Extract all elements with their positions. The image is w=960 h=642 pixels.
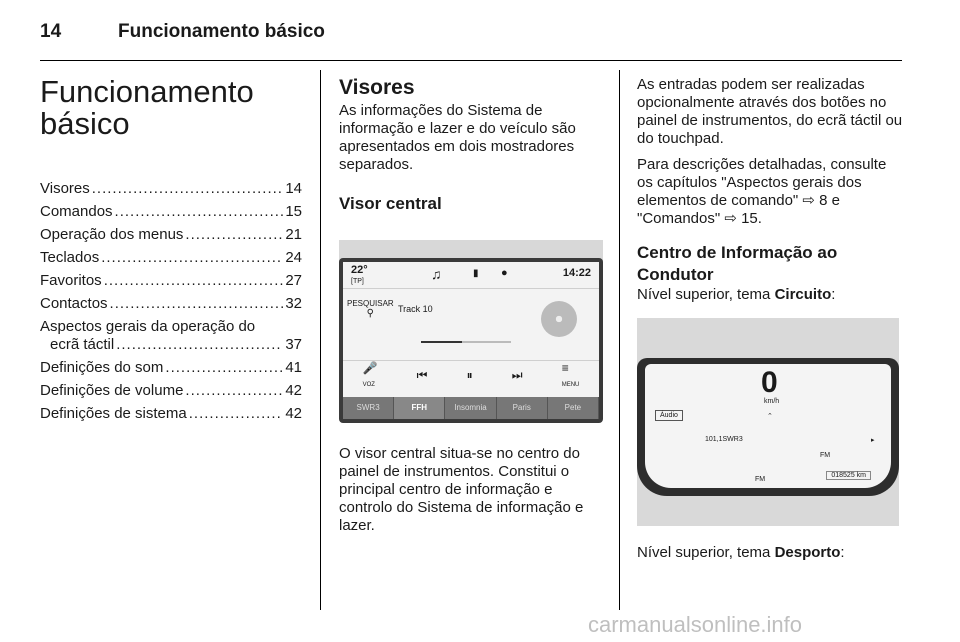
central-display-figure [339, 240, 603, 415]
track-title: Track 10 [398, 304, 433, 314]
search-button: PESQUISAR ⚲ [347, 299, 394, 319]
audio-tab: Áudio [655, 410, 683, 421]
watermark: carmanualsonline.info [588, 612, 803, 637]
preset-item: SWR3 [343, 397, 394, 419]
menu-button: ≡ MENU [561, 361, 580, 388]
intro-paragraph: As informações do Sistema de informação e lazer e do veículo são apresentados em dois mostradores separados. [339, 102, 576, 173]
temperature-readout: 22° [351, 264, 368, 276]
music-note-icon: ♫ [431, 266, 442, 282]
toc-item-som[interactable]: Definições do som ..... 41 [40, 359, 302, 377]
toc-item-ecra-tactil[interactable]: Aspectos gerais da operação do ecrã táctil ..... 37 [40, 318, 302, 354]
tp-indicator: [TP] [351, 278, 364, 285]
page-number: 14 [40, 21, 62, 42]
preset-item: FFH [394, 397, 445, 419]
preset-bar [343, 397, 599, 419]
body-paragraph: O visor central situa-se no centro do painel de instrumentos. Constitui o principal centro de informação e controlo do Sistema de informação e lazer. [339, 445, 584, 534]
preset-item: Pete [548, 397, 599, 419]
toc-item-contactos[interactable]: Contactos ..... 32 [40, 295, 302, 313]
running-title: Funcionamento básico [118, 21, 325, 42]
pause-icon: ⏸ [466, 367, 473, 382]
reference-paragraph: Para descrições detalhadas, consulte os capítulos "Aspectos gerais dos elementos de comando" ⇨ 8 e "Comandos" ⇨ 15. [637, 156, 887, 227]
instrument-cluster [637, 358, 899, 496]
next-track-icon: ⏭ [511, 367, 523, 382]
sport-caption: Nível superior, tema Desporto: [637, 544, 845, 561]
toc-item-menus[interactable]: Operação dos menus ..... 21 [40, 226, 302, 244]
toc-item-visores[interactable]: Visores ..... 14 [40, 180, 302, 198]
frequency-readout: 101,1SWR3 [705, 436, 743, 443]
toc-item-sistema[interactable]: Definições de sistema ..... 42 [40, 405, 302, 423]
speed-unit: km/h [764, 398, 780, 405]
phone-icon: ▮ [473, 268, 479, 279]
previous-track-icon: ⏮ [416, 367, 428, 382]
section-title-visores: Visores [339, 76, 415, 99]
band-label: FM [820, 452, 831, 459]
search-icon: ⚲ [366, 308, 374, 319]
toc-item-volume[interactable]: Definições de volume ..... 42 [40, 382, 302, 400]
column-rule-1 [320, 70, 321, 610]
speed-readout: 0 [761, 366, 778, 399]
toc-item-comandos[interactable]: Comandos ..... 15 [40, 203, 302, 221]
settings-icon: ● [501, 267, 508, 279]
driver-info-figure [637, 318, 899, 526]
input-paragraph: As entradas podem ser realizadas opcionalmente através dos botões no painel de instrumentos, do ecrã táctil ou do touchpad. [637, 76, 903, 147]
chevron-up-icon: ⌃ [767, 413, 773, 420]
column-3 [637, 76, 903, 570]
section-title-dic: Centro de Informação ao Condutor [637, 243, 838, 284]
voice-button: 🎤 VOZ [362, 361, 378, 388]
central-display-screen [339, 258, 603, 423]
column-2 [339, 76, 603, 543]
next-icon: ▸ [871, 437, 875, 444]
table-of-contents [40, 180, 302, 423]
preset-item: Paris [497, 397, 548, 419]
subsection-title-visor-central: Visor central [339, 194, 442, 213]
progress-bar [421, 341, 511, 343]
odometer-readout: 018525 km [826, 471, 871, 480]
cd-disc-icon [541, 301, 577, 337]
column-1 [40, 76, 302, 428]
column-rule-2 [619, 70, 620, 610]
toc-item-favoritos[interactable]: Favoritos ..... 27 [40, 272, 302, 290]
clock-readout: 14:22 [562, 267, 591, 279]
circuit-caption: Nível superior, tema Circuito: [637, 286, 836, 303]
band-label: FM [755, 476, 766, 483]
preset-item: Insomnia [445, 397, 496, 419]
header-rule [40, 60, 902, 61]
toc-item-teclados[interactable]: Teclados ..... 24 [40, 249, 302, 267]
chapter-title: Funcionamento básico [40, 74, 254, 141]
